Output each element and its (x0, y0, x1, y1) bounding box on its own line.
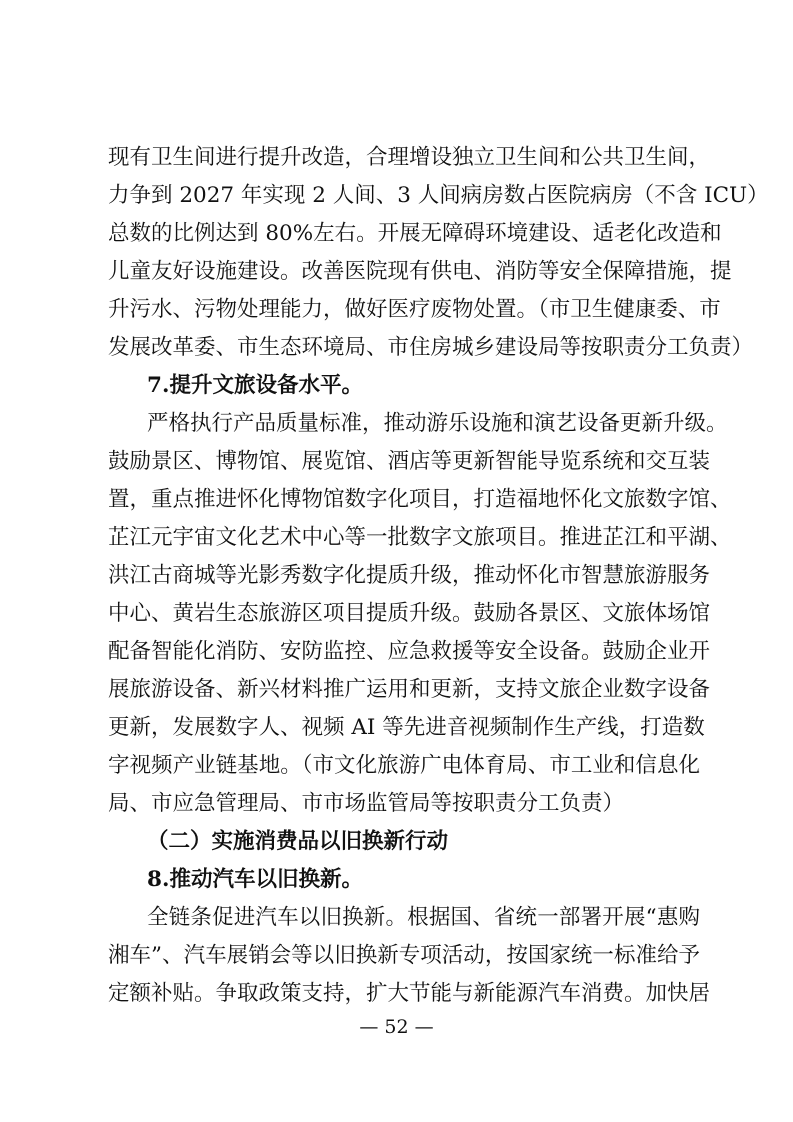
body-text-line: 湘车”、汽车展销会等以旧换新专项活动，按国家统一标准给予 (108, 943, 700, 968)
body-text-line: 儿童友好设施建设。改善医院现有供电、消防等安全保障措施，提 (108, 259, 732, 284)
body-text-line: 展旅游设备、新兴材料推广运用和更新，支持文旅企业数字设备 (108, 677, 711, 702)
body-text-line: 芷江元宇宙文化艺术中心等一批数字文旅项目。推进芷江和平湖、 (108, 525, 732, 550)
page-number: — 52 — (359, 1016, 434, 1038)
section-heading: 7.提升文旅设备水平。 (147, 373, 363, 398)
body-text-line: 置，重点推进怀化博物馆数字化项目，打造福地怀化文旅数字馆、 (108, 487, 732, 512)
body-text-line: 配备智能化消防、安防监控、应急救援等安全设备。鼓励企业开 (108, 639, 711, 664)
body-text-line: 严格执行产品质量标准，推动游乐设施和演艺设备更新升级。 (147, 411, 728, 436)
body-text-line: 力争到 2027 年实现 2 人间、3 人间病房数占医院病房（不含 ICU） (108, 183, 769, 208)
body-text-line: 更新，发展数字人、视频 AI 等先进音视频制作生产线，打造数 (108, 715, 705, 740)
body-text-line: 洪江古商城等光影秀数字化提质升级，推动怀化市智慧旅游服务 (108, 563, 711, 588)
body-text-line: 全链条促进汽车以旧换新。根据国、省统一部署开展“惠购 (147, 905, 700, 930)
section-heading: 8.推动汽车以旧换新。 (147, 867, 363, 892)
body-text-line: 现有卫生间进行提升改造，合理增设独立卫生间和公共卫生间， (108, 145, 711, 170)
body-text-line: 局、市应急管理局、市市场监管局等按职责分工负责） (108, 791, 625, 816)
section-heading: （二）实施消费品以旧换新行动 (147, 829, 449, 854)
body-text-line: 升污水、污物处理能力，做好医疗废物处置。（市卫生健康委、市 (108, 297, 721, 322)
body-text-line: 字视频产业链基地。（市文化旅游广电体育局、市工业和信息化 (108, 753, 700, 778)
body-text-line: 总数的比例达到 80%左右。开展无障碍环境建设、适老化改造和 (108, 221, 722, 246)
body-text-line: 中心、黄岩生态旅游区项目提质升级。鼓励各景区、文旅体场馆 (108, 601, 711, 626)
body-text-line: 鼓励景区、博物馆、展览馆、酒店等更新智能导览系统和交互装 (108, 449, 711, 474)
body-text-line: 定额补贴。争取政策支持，扩大节能与新能源汽车消费。加快居 (108, 981, 711, 1006)
body-text-line: 发展改革委、市生态环境局、市住房城乡建设局等按职责分工负责） (108, 335, 754, 360)
